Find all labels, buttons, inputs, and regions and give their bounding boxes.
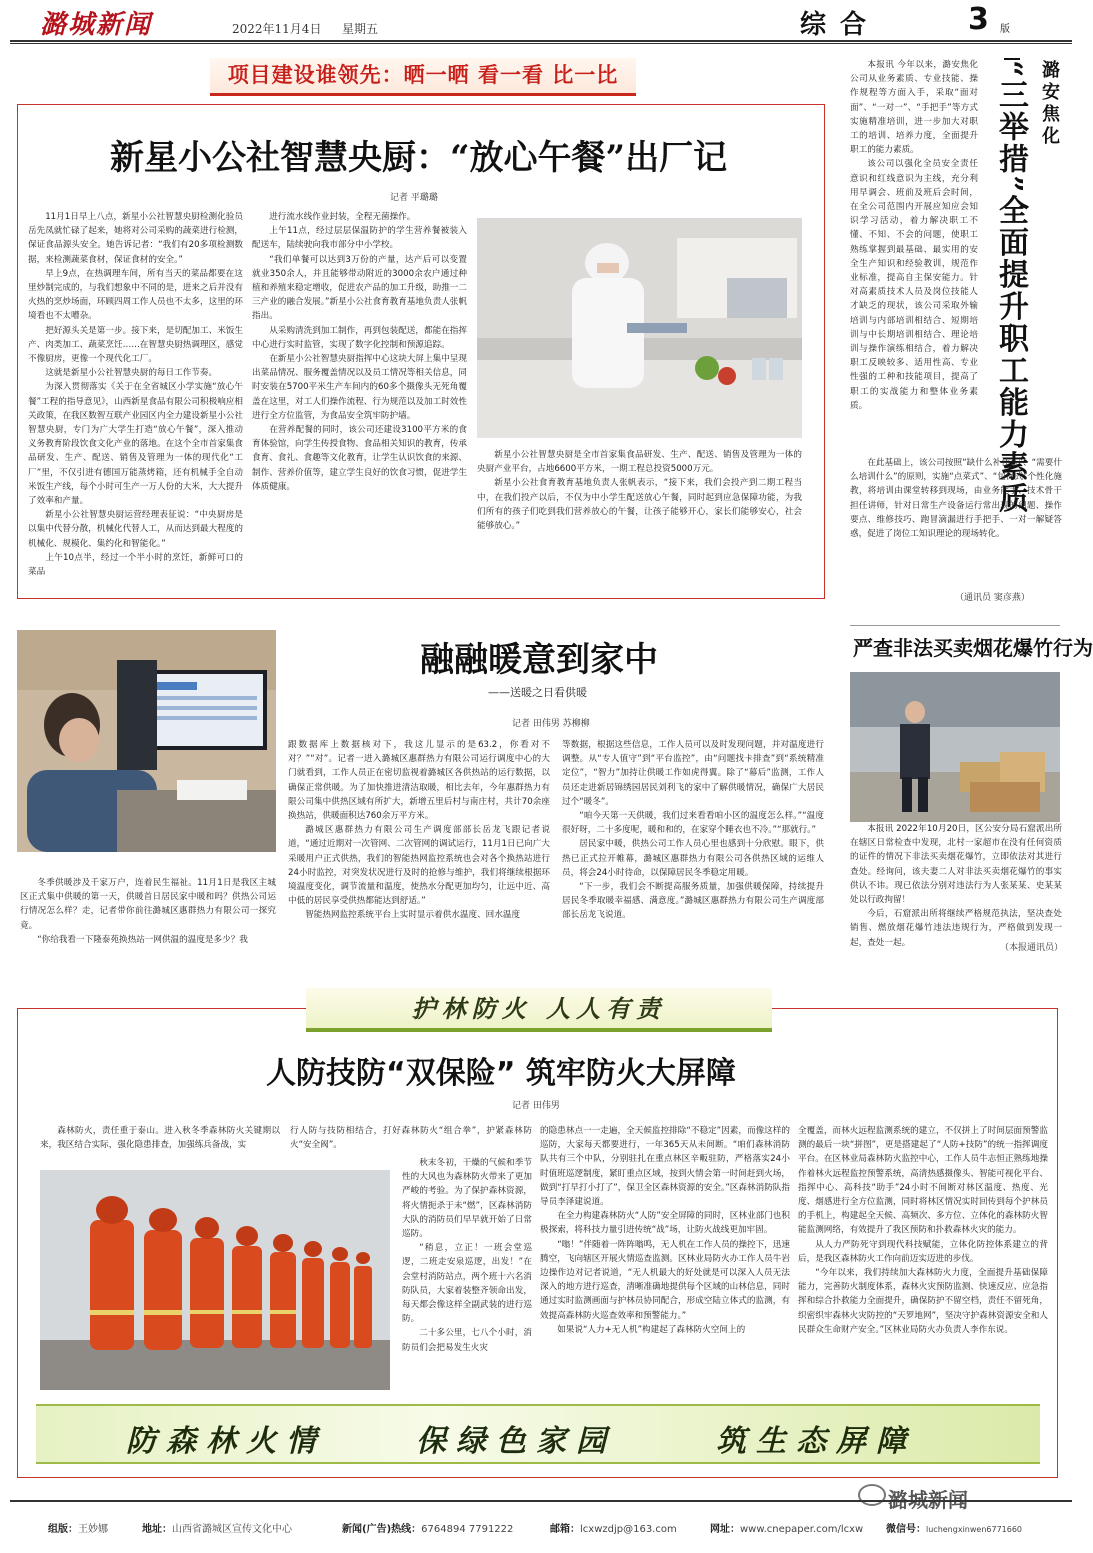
lab-illustration xyxy=(477,218,802,438)
wechat-value: luchengxinwen6771660 xyxy=(926,1525,1023,1534)
paragraph: “稍息，立正！一班会堂巡逻，二班走安泉巡逻，出发！”在会堂村消防站点，两个班十六名消防队员，大家着装整齐领命出发，每天都会像这样全副武装的进行巡防。 xyxy=(402,1243,532,1325)
issue-weekday: 星期五 xyxy=(342,22,379,36)
slogan-1: 防森林火情 xyxy=(126,1424,326,1459)
sidebar2-rule xyxy=(850,625,1060,626)
paragraph: “我们单餐可以达到3万份的产量，达产后可以变置就业350余人，并且能够带动附近的3000余农户通过种植和养殖来稳定增收，促进农产品的加工升级，助推一二三产业的融合发展。”新星小公社食育教育基地负责人张帆指出。 xyxy=(252,254,467,322)
paragraph: “今年以来，我们持续加大森林防火力度，全面提升基础保障能力，完善防火制度体系，森林火灾预防监测、快速反应、应急指挥和综合扑救能力全面提升，确保防护不留空档，责任不留死角，织密织牢森林火灾防控的“天罗地网”，坚决守护森林资源安全和人民群众生命财产安全。”区林业局防火办负责人李作东说。 xyxy=(798,1268,1048,1335)
paragraph: 该公司以强化全员安全责任意识和红线意识为主线，充分利用早调会、班前及班后会时间，在全公司范围内开展应知应会知识学习活动，着力解决职工不懂、不知、不会的问题，使职工熟练掌握到最基础、最实用的安全生产知识和经验教训，规范作业标准，提高自主保安能力。针对高素质技术人员及岗位技能人才缺乏的现状，该公司采取外输培训与内部培训相结合、短期培训与中长期培训相结合、理论培训与操作演练相结合，着力解决职工反映较多、适用性高、专业性强的工种和技能项目，提高了职工的实战能力和整体业务素质。 xyxy=(850,159,978,411)
forest-col4 xyxy=(798,1124,1048,1394)
office-illustration xyxy=(17,630,276,852)
sidebar1-kicker: 潞安焦化 xyxy=(1039,60,1060,148)
masthead xyxy=(0,0,1080,44)
slogan-3: 筑生态屏障 xyxy=(716,1424,916,1459)
paragraph: 把好源头关是第一步。接下来，是切配加工、米饭生产、肉类加工、蔬菜烹饪……在智慧央厨热调理区，感觉不像厨房，更像一个现代化工厂。 xyxy=(28,325,243,365)
article1-col1 xyxy=(28,210,243,578)
page-suffix: 版 xyxy=(1000,24,1010,35)
paragraph: 全覆盖，而林火远程监测系统的建立，不仅拼上了时间层面预警监测的最后一块“拼图”，更是搭建起了“人防+技防”的统一指挥调度平台。在区林业局森林防火监控中心，工作人员牛志恒正熟练地操作着林火远程监控预警系统，高清热感摄像头、智能可视化平台、指挥中心、高科技“助手”24小时不间断对林区温度、热度、光度、烟感进行全方位监测，同时将林区情况实时回传到每个护林员的手机上，构建起全天候、高频次、多方位、立体化的森林防火智能监测网络，有效提升了我区预防和扑救森林火灾的能力。 xyxy=(798,1126,1048,1236)
article1-col2 xyxy=(252,210,467,570)
paragraph: 在新星小公社智慧央厨指挥中心这块大屏上集中呈现出菜品情况、服务覆盖情况以及员工情况等相关信息，同时安装在5700平米生产车间内的60多个摄像头无死角覆盖在这里，对工人们操作流程、行为规范以及加工时效性进行全方位监管，为食品安全筑牢防护墙。 xyxy=(252,354,467,421)
firefighters-illustration xyxy=(40,1170,390,1390)
watermark: 潞城新闻 xyxy=(888,1488,968,1512)
sidebar1-body-bottom xyxy=(850,456,1062,584)
paragraph: 在此基础上，该公司按照“缺什么补什么”、“需要什么培训什么”的原则，实施“点菜式”、“包保式”个性化施教，将培训由课堂转移到现场，由业务能手、技术骨干担任讲师，针对日常生产设备运行常出现的问题、操作要点、维修技巧、跑冒滴漏进行手把手、一对一解疑答惑，促进了岗位工知识理论的现场转化。 xyxy=(850,458,1062,540)
forest-slogan-banner xyxy=(36,1404,1040,1464)
sidebar1-credit: （通讯员 窦彦燕） xyxy=(955,593,1030,603)
paragraph: 冬季供暖涉及千家万户，连着民生福祉。11月1日是我区主城区正式集中供暖的第一天，供暖首日居民家中暖和吗？供热公司运行情况怎么样？走，记者带你前往潞城区惠群热力有限公司一探究竟。 xyxy=(20,878,276,931)
paragraph: 本报讯 2022年10月20日，区公安分局石窟派出所在辖区日常检查中发现，北村一家超市在没有任何资质的证件的情况下非法买卖烟花爆竹，立即依法对其进行查处。经询问，该夫妻二人对非法买卖烟花爆竹的事实供认不讳。现已依法分别对违法行为人张某某、史某某处以行政拘留！ xyxy=(850,824,1062,906)
article1-title: 新星小公社智慧央厨：“放心午餐”出厂记 xyxy=(110,138,728,178)
forest-col3 xyxy=(540,1124,790,1394)
paragraph: “下一步，我们会不断提高服务质量，加强供暖保障，持续提升居民冬季取暖幸福感、满意度。”潞城区惠群热力有限公司生产调度部部长岳龙飞说道。 xyxy=(562,882,824,921)
footer-hotline xyxy=(342,1520,513,1535)
seizure-illustration xyxy=(850,672,1060,822)
forest-banner: 护林防火 人人有责 xyxy=(306,988,772,1032)
paragraph: 行人防与技防相结合，打好森林防火“组合拳”，护紧森林防火“安全阀”。 xyxy=(290,1126,532,1151)
paragraph: 11月1日早上八点，新星小公社智慧央厨检测化验员岳先凤就忙碌了起来，她将对公司采购的蔬菜进行检测，保证食品源头安全。她告诉记者：“我们有20多项检测数据，来检测蔬菜食材，保证食材的安全。” xyxy=(28,212,243,265)
hotline-value: 6764894 7791222 xyxy=(421,1524,514,1535)
paragraph: 从人力严防死守到现代科技赋能，立体化防控体系建立的背后，是我区森林防火工作向前迈实迈进的步伐。 xyxy=(798,1239,1048,1264)
paragraph: “嗡！”伴随着一阵阵嗡鸣，无人机在工作人员的操控下，迅速腾空，飞向辖区开展火情巡查监测。区林业局防火办工作人员牛岩边操作边对记者说道，“无人机最大的好处就是可以深入人员无法深入的地方进行巡查，清晰准确地提供每个区域的山林信息，同时通过实时监测画面与护林员协同配合，形成空陆立体式的监测，有效提高森林防火巡查效率和预警能力。” xyxy=(540,1239,790,1321)
paragraph: 二十多公里，七八个小时，消防员们会把易发生火灾 xyxy=(402,1328,532,1353)
paragraph: 秋末冬初，干燥的气候和季节性的大风也为森林防火带来了更加严峻的考验。为了保护森林资源，将火情扼杀于未“燃”，区森林消防大队的消防员们早早就开始了日常巡防。 xyxy=(402,1158,532,1240)
paragraph: 森林防火，责任重于泰山。进入秋冬季森林防火关键期以来，我区结合实际，强化隐患排查，加强练兵备战，实 xyxy=(40,1126,280,1151)
footer-address xyxy=(142,1520,292,1535)
firefighters-photo xyxy=(40,1170,390,1390)
issue-date: 2022年11月4日 xyxy=(232,22,322,36)
footer-wechat xyxy=(886,1520,1022,1535)
paragraph: 新星小公社食育教育基地负责人张帆表示，“接下来，我们会投产到二期工程当中，在我们投产以后，不仅为中小学生配送放心午餐，同时起到应急保障功能，为我们所有的孩子们吃到我们营养放心的午餐，让孩子能够开心，家长们能够安心，社会能够放心。” xyxy=(477,478,802,532)
sidebar1-title: “三举措”全面提升职工能力素质 xyxy=(993,60,1028,515)
paragraph: 上午11点，经过层层保温防护的学生营养餐被装入配送车，陆续驶向我市部分中小学校。 xyxy=(252,226,467,251)
email-label: 邮箱： xyxy=(550,1524,580,1535)
forest-byline: 记者 田伟男 xyxy=(512,1101,560,1111)
hotline-label: 新闻(广告)热线： xyxy=(342,1524,422,1535)
paragraph: 在营养配餐的同时，该公司还建设3100平方米的食育体验馆，向学生传授食物、食品相关知识的教育，传承食育、食礼、食趣等文化教育，让学生认识饮食的来源、制作、营养价值等，建立学生良好的饮食习惯，促进学生体质健康。 xyxy=(252,425,467,492)
paragraph: 跟数据库上数据核对下，我这儿显示的是63.2，你看对不对？”“对”。记者一进入潞城区惠群热力有限公司运行调度中心的大门就看到，工作人员正在密切监视着潞城区各供热站的运行数据，以确保正常供暖。为了加快推进清洁取暖，相比去年，今年惠群热力有限公司集中供热区域有所扩大，新增五里后村与南庄村，共计70余座换热站，供暖面积达760余万平方米。 xyxy=(288,740,550,822)
article2-byline: 记者 田伟男 苏柳柳 xyxy=(512,719,590,729)
editor-name: 王妙娜 xyxy=(78,1524,108,1535)
sidebar2-credit: （本报通讯员） xyxy=(1000,943,1064,953)
article1-byline: 记者 平璐璐 xyxy=(390,193,438,203)
article2-col2 xyxy=(288,738,550,974)
paragraph: “你给我看一下隆泰苑换热站一网供温的温度是多少？我 xyxy=(37,934,248,945)
article2-title: 融融暖意到家中 xyxy=(420,640,658,680)
paragraph: 智能热网监控系统平台上实时显示着供水温度、回水温度 xyxy=(305,910,521,921)
article2-col1 xyxy=(20,876,276,972)
footer-email xyxy=(550,1520,677,1535)
sidebar2-title: 严查非法买卖烟花爆竹行为 xyxy=(853,636,1093,660)
web-label: 网址： xyxy=(710,1524,740,1535)
paragraph: 的隐患林点一一走遍，全天候监控排除“不稳定”因素，而像这样的巡防，大家每天都要进行，一年365天从未间断。“咱们森林消防队共有三个中队，分别驻扎在重点林区辛畈驻防，严格落实24小时值班巡逻制度，紧盯重点区域，按到火情会第一时间赶到火场，做到“打早打小打了”，保卫全区森林资源的安全。”区森林消防队指导员李泽建说道。 xyxy=(540,1126,790,1208)
article2-col3 xyxy=(562,738,824,974)
newspaper-logo: 潞城新闻 xyxy=(40,10,153,40)
paragraph: 居民家中暖，供热公司工作人员心里也感到十分欣慰。眼下，供热已正式拉开帷幕，潞城区惠群热力有限公司各供热区域的运维人员，将会24小时待命，以保障居民冬季稳定用暖。 xyxy=(562,839,824,878)
forest-col1 xyxy=(40,1124,280,1168)
paragraph: “咱今天第一天供暖，我们过来看看咱小区的温度怎么样。”“温度很好呀，二十多度呢，暖和和的，在家穿个睡衣也不冷。”“那就行。” xyxy=(562,811,824,836)
paragraph: 等数据，根据这些信息，工作人员可以及时发现问题，并对温度进行调整。从“专人值守”到“平台监控”，由“问题找卡排查”到“系统精准定位”，“智力”加持让供暖工作如虎得翼。除了“幕后”监测，工作人员还走进新居锦绣园居民刘利飞的家中了解供暖情况，确保广大居民过个“暖冬”。 xyxy=(562,740,824,807)
page-number: 3 xyxy=(968,2,989,37)
paragraph: 潞城区惠群热力有限公司生产调度部部长岳龙飞跟记者说道，“通过近期对一次管网、二次管网的调试运行，11月1日已向广大采暖用户正式供热，我们的智能热网监控系统也会对各个换热站进行24小时监控，对突发状况进行及时的抢修与维护，我们将继续根据环境温度变化，调节流量和温度，使热水分配更加均匀，让远中近、高中低的居民享受供热都能达到舒适。” xyxy=(288,825,550,907)
paragraph: 新星小公社智慧央厨是全市首家集食品研发、生产、配送、销售及管理为一体的央厨产业平台，占地6600平方米，一期工程总投资5000万元。 xyxy=(477,450,802,475)
footer-editor xyxy=(48,1520,108,1535)
paragraph: 早上9点，在热调理车间，所有当天的菜品都要在这里炒制完成的，与我们想象中不同的是，进来之后并没有火热的烹炒场面，环顾四周工作人员也不太多，这里的环境看也不太嘈杂。 xyxy=(28,268,243,322)
paragraph: 本报讯 今年以来，潞安焦化公司从业务素质、专业技能、操作规程等方面入手，采取“面对面”、“一对一”、“手把手”等方式实施精准培训，进一步加大对职工的培训、培养力度，全面提升职工的能力素质。 xyxy=(850,60,978,156)
paragraph: 这就是新星小公社智慧央厨的每日工作节奏。 xyxy=(45,368,218,379)
web-value: www.cnepaper.com/lcxw xyxy=(740,1524,864,1535)
masthead-rule xyxy=(10,40,1072,42)
paragraph: 如果说“人力+无人机”构建起了森林防火空间上的 xyxy=(557,1324,746,1335)
paragraph: 进行流水线作业封装，全程无菌操作。 xyxy=(269,212,416,222)
article2-subtitle: ——送暖之日看供暖 xyxy=(488,686,587,699)
heating-office-photo xyxy=(17,630,276,852)
paragraph: 今后，石窟派出所将继续严格规范执法，坚决查处销售、燃放烟花爆竹违法违规行为，严格做到发现一起，查处一起。 xyxy=(850,909,1062,948)
forest-title: 人防技防“双保险” 筑牢防火大屏障 xyxy=(266,1056,736,1091)
slogan-2: 保绿色家园 xyxy=(416,1424,616,1459)
footer-web xyxy=(710,1520,863,1535)
paragraph: 在全力构建森林防火“人防”安全屏障的同时，区林业部门也积极探索，将科技力量引进传统“战”场，让防火战线更加牢固。 xyxy=(540,1211,790,1236)
fireworks-seizure-photo xyxy=(850,672,1060,822)
forest-col2 xyxy=(402,1156,532,1392)
address-label: 地址： xyxy=(142,1524,172,1535)
section-name: 综合 xyxy=(800,10,881,40)
paragraph: 为深入贯彻落实《关于在全省城区小学实施“放心午餐”工程的指导意见》，山西新星食品有限公司积极响应相关政策，在我区数智互联产业园区内全力建设新星小公社智慧央厨，专门为广大学生打造“放心午餐”，深入推动义务教育阶段饮食文化产业的落地。在这个全市首家集食品研发、生产、配送、销售及管理为一体的现代化“工厂”里，不仅引进有德国万能蒸烤箱，还有机械手全自动米饭生产线，每个小时可生产一万人份的大米，大大提升了效率和产量。 xyxy=(28,382,243,507)
footer xyxy=(10,1500,1072,1553)
lab-photo xyxy=(477,218,802,438)
sidebar1-body-top xyxy=(850,58,978,458)
campaign-banner: 项目建设谁领先：晒一晒 看一看 比一比 xyxy=(210,58,636,96)
article1-col3 xyxy=(477,448,802,578)
wechat-label: 微信号： xyxy=(886,1524,926,1535)
paragraph: 从采购清洗到加工制作，再到包装配送，都能在指挥中心进行实时监管，实现了数字化控制和预源追踪。 xyxy=(252,325,467,350)
email-value: lcxwzdjp@163.com xyxy=(580,1524,677,1535)
address-value: 山西省潞城区宣传文化中心 xyxy=(172,1524,292,1535)
paragraph: 新星小公社智慧央厨运营经理表征说：“中央厨房是以集中代替分散，机械化代替人工，从而达到最大程度的机械化、规模化、集约化和智能化。” xyxy=(28,510,243,549)
editor-label: 组版： xyxy=(48,1524,78,1535)
paragraph: 上午10点半，经过一个半小时的烹饪，新鲜可口的菜品 xyxy=(28,552,243,578)
masthead-rule-thin xyxy=(10,43,1072,44)
